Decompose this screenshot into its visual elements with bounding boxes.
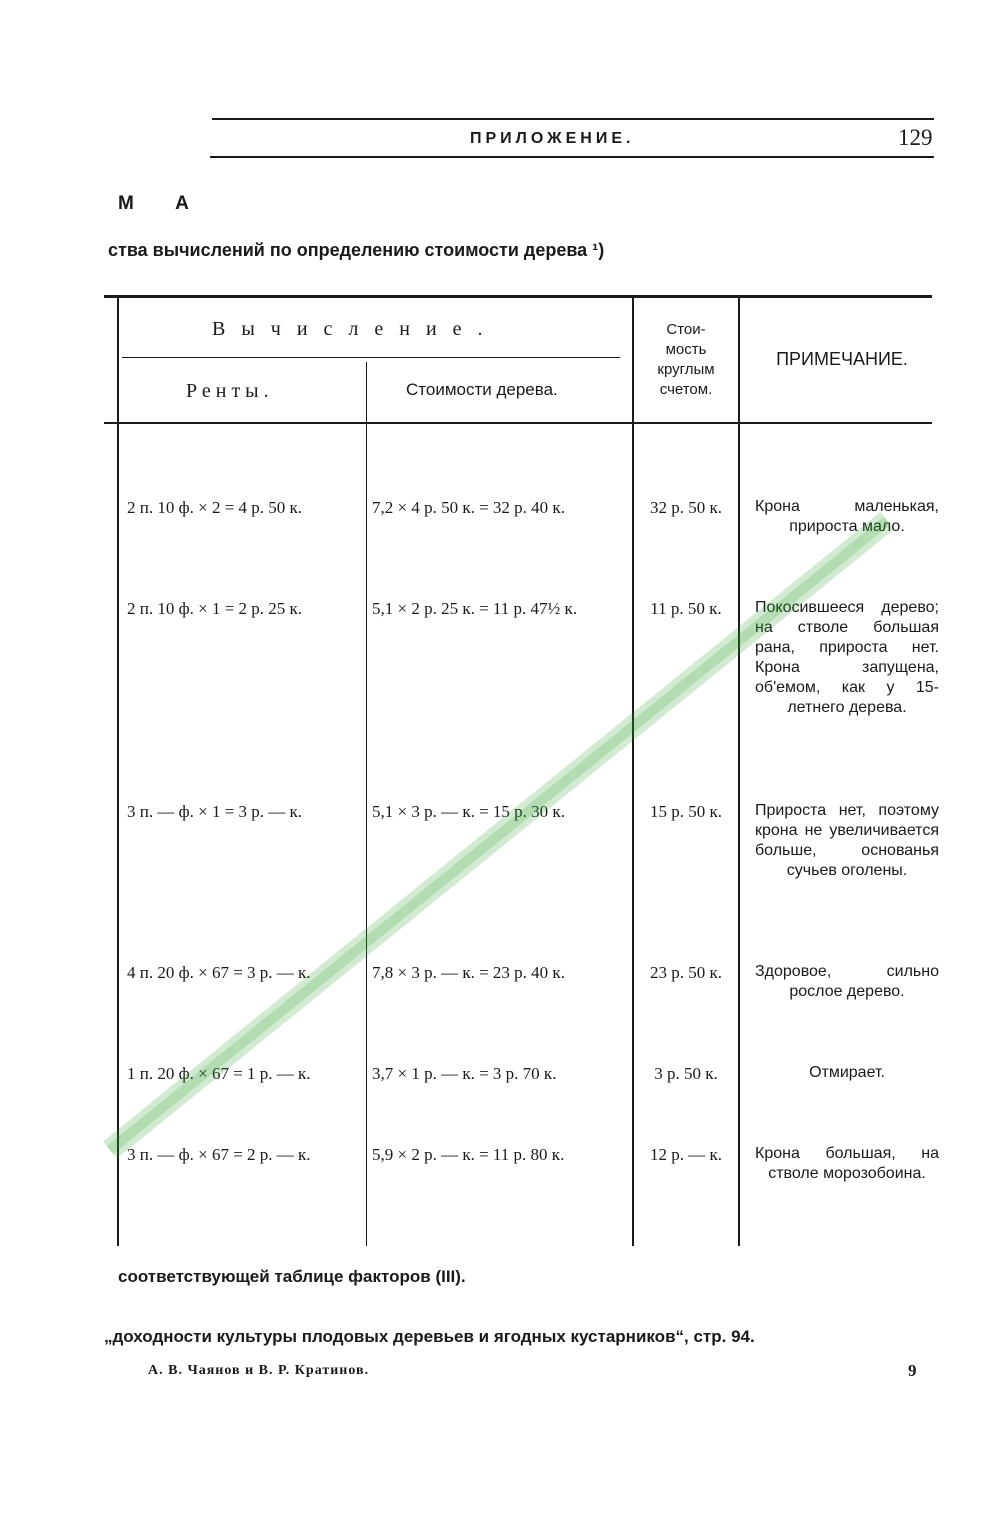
cell-note: Прироста нет, поэтому крона не увеличивается больше, основанья сучьев оголены.: [755, 802, 939, 879]
cell-note: Отмирает.: [809, 1064, 885, 1081]
header-col-note: ПРИМЕЧАНИЕ.: [776, 349, 908, 369]
cell-tree: 7,2 × 4 р. 50 к. = 32 р. 40 к.: [372, 498, 565, 517]
header-top-rule: [212, 118, 934, 120]
col-divider-cost-note: [738, 298, 740, 1246]
cell-rent: 4 п. 20 ф. × 67 = 3 р. — к.: [127, 963, 311, 982]
cell-tree: 7,8 × 3 р. — к. = 23 р. 40 к.: [372, 963, 565, 982]
cell-cost: 12 р. — к.: [649, 1145, 722, 1164]
header-cost-line: Стои-: [666, 321, 706, 338]
cell-note: Крона маленькая, прироста мало.: [755, 498, 939, 535]
cell-tree: 5,1 × 3 р. — к. = 15 р. 30 к.: [372, 802, 565, 821]
cell-note: Покосившееся дерево; на стволе большая рана, прироста нет. Крона запущена, об'емом, как у 15-летнего дерева.: [755, 599, 939, 716]
cell-cost: 11 р. 50 к.: [650, 599, 722, 618]
header-bottom-rule: [210, 156, 934, 158]
calc-group-rule: [122, 357, 620, 358]
col-divider-tree-cost: [632, 298, 634, 1246]
cell-rent: 1 п. 20 ф. × 67 = 1 р. — к.: [127, 1064, 311, 1083]
running-title: ПРИЛОЖЕНИЕ.: [470, 130, 635, 147]
cell-rent: 3 п. — ф. × 1 = 3 р. — к.: [127, 802, 303, 821]
cell-rent: 2 п. 10 ф. × 1 = 2 р. 25 к.: [127, 599, 303, 618]
footnote-line-2: „доходности культуры плодовых деревьев и ягодных кустарников“, стр. 94.: [104, 1327, 755, 1346]
header-calc-group: Вычисление.: [212, 318, 499, 340]
table-subtitle: ства вычислений по определению стоимости дерева ¹): [108, 240, 605, 260]
header-cost-line: счетом.: [659, 381, 713, 398]
header-col-cost: [638, 320, 734, 400]
cell-rent: 3 п. — ф. × 67 = 2 р. — к.: [127, 1145, 311, 1164]
header-cost-line: мость: [665, 341, 707, 358]
footnote-line-1: соответствующей таблице факторов (III).: [118, 1267, 466, 1286]
col-divider-rent-tree: [366, 362, 367, 1246]
cell-cost: 23 р. 50 к.: [649, 963, 722, 982]
cell-rent: 2 п. 10 ф. × 2 = 4 р. 50 к.: [127, 498, 303, 517]
header-col-tree: Стоимости дерева.: [406, 380, 558, 399]
page-number: 129: [898, 125, 933, 150]
cell-cost: 32 р. 50 к.: [649, 498, 722, 517]
table-top-rule: [104, 295, 932, 298]
table-left-border: [117, 298, 119, 1246]
cell-tree: 5,9 × 2 р. — к. = 11 р. 80 к.: [372, 1145, 565, 1164]
cell-cost: 3 р. 50 к.: [654, 1064, 718, 1083]
cell-tree: 5,1 × 2 р. 25 к. = 11 р. 47½ к.: [372, 599, 578, 618]
cell-cost: 15 р. 50 к.: [649, 802, 722, 821]
sheet-number: 9: [908, 1361, 917, 1380]
printer-signature: А. В. Чаянов и В. Р. Кратинов.: [148, 1363, 370, 1378]
cell-note: Здоровое, сильно рослое дерево.: [755, 963, 939, 1000]
header-cost-line: круглым: [657, 361, 715, 378]
header-col-rent: Ренты.: [186, 380, 274, 402]
table-header-rule: [104, 422, 932, 424]
cell-tree: 3,7 × 1 р. — к. = 3 р. 70 к.: [372, 1064, 557, 1083]
section-heading: М А: [118, 193, 207, 214]
cell-note: Крона большая, на стволе морозобоина.: [755, 1145, 939, 1182]
